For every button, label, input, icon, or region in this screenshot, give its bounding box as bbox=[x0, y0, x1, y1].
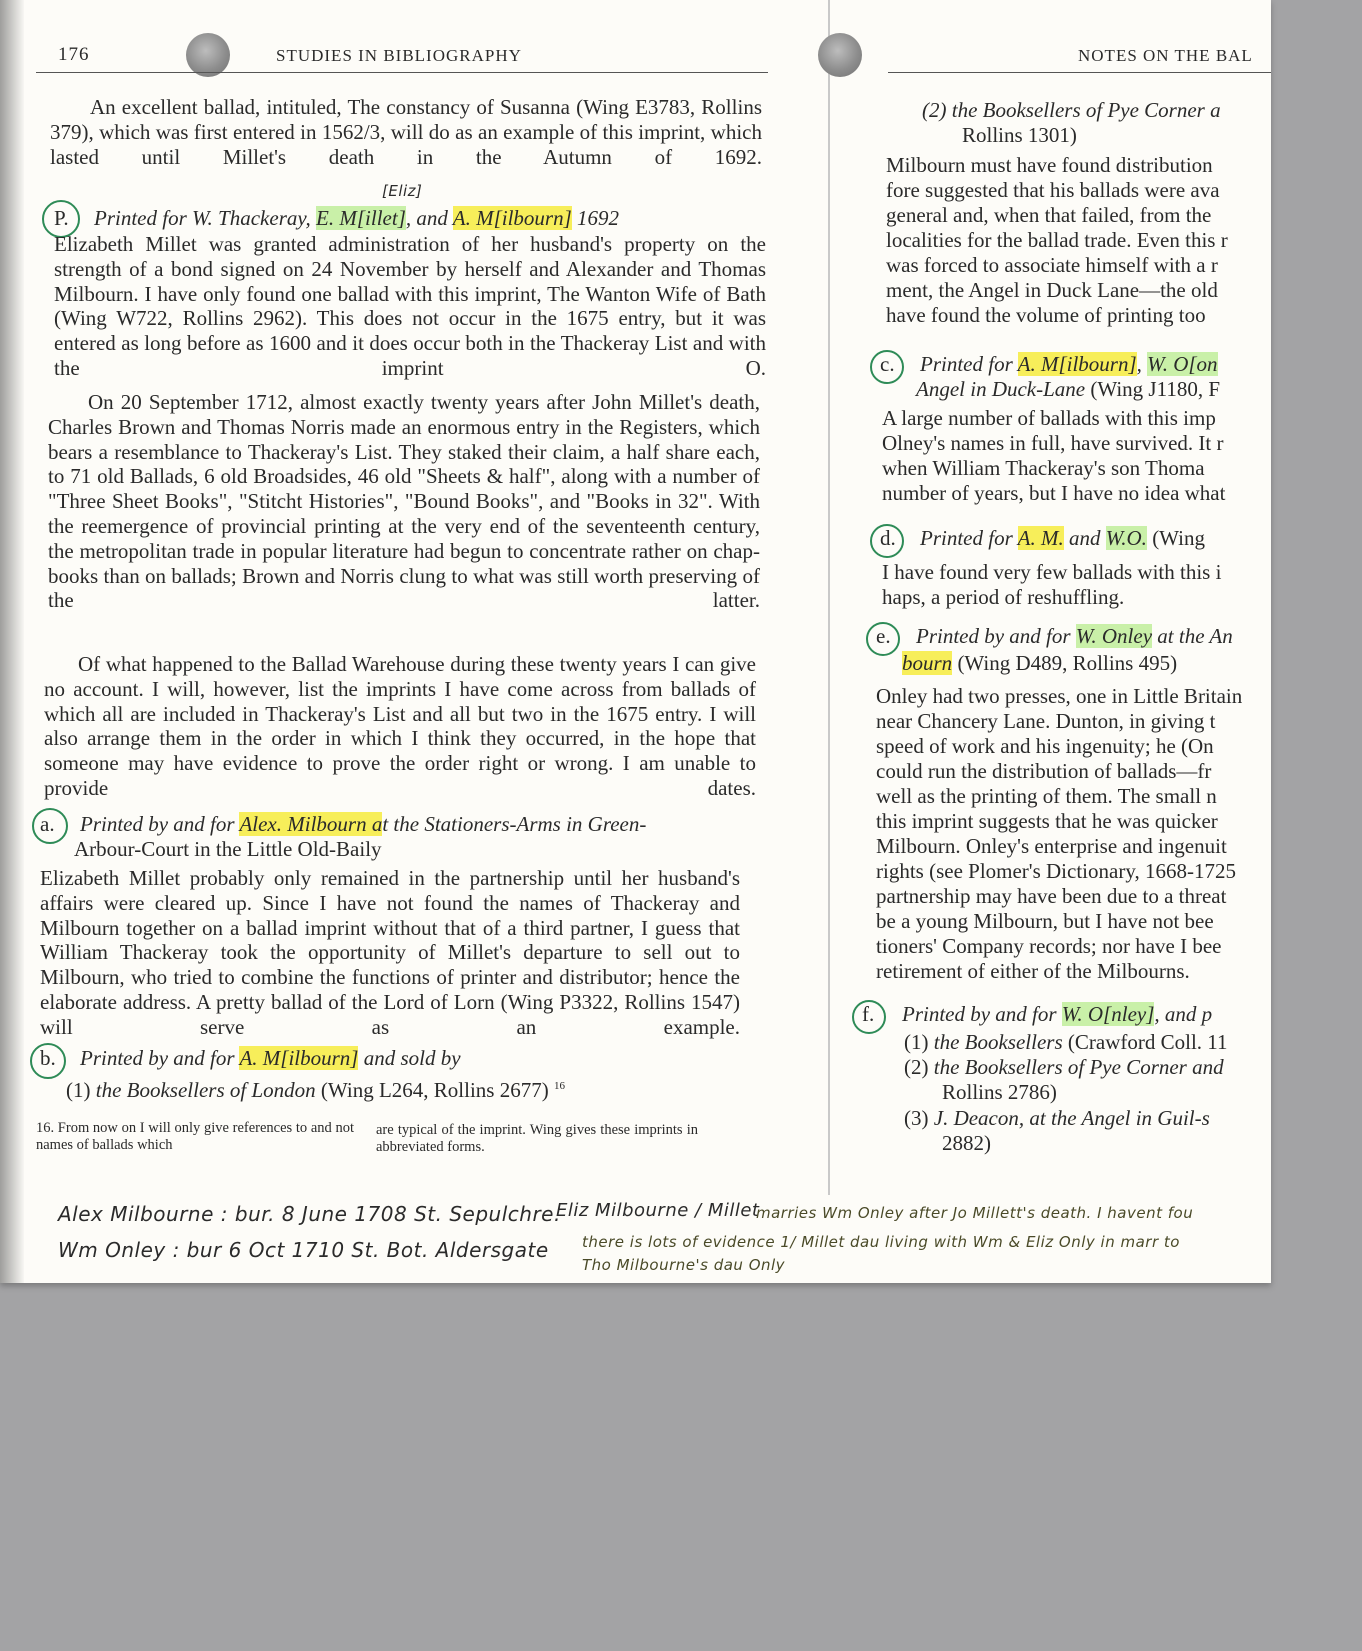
right-e-line-9: be a young Milbourn, but I have not bee bbox=[876, 909, 1214, 933]
running-head-left: STUDIES IN BIBLIOGRAPHY bbox=[276, 46, 522, 65]
highlight-yellow: A. M[ilbourn] bbox=[239, 1046, 359, 1070]
highlight-green: W. O[on bbox=[1147, 352, 1218, 376]
right-line-7: ment, the Angel in Duck Lane—the old bbox=[886, 278, 1218, 302]
entry-text: Angel in Duck-Lane bbox=[916, 377, 1086, 401]
imprint-entry-a-line2: Arbour-Court in the Little Old-Baily bbox=[74, 837, 382, 861]
right-c-line-2: when William Thackeray's son Thoma bbox=[882, 456, 1205, 480]
paragraph-entry-a: Elizabeth Millet probably only remained in the partnership until her husband's affairs were cleared up. Since I have not found the names of Thackeray and Milbourn together on a ballad imprint without that of a third partner, I guess that William Thackeray took the opportunity of Millet's departure to sell out to Milbourn, who tried to combine the functions of printer and distributor; hence the elaborate address. A pretty ballad of the Lord of Lorn (Wing P3322, Rollins 1547) will serve as an example. bbox=[40, 866, 740, 1039]
right-line-5: localities for the ballad trade. Even this r bbox=[886, 228, 1228, 252]
right-e-line-5: this imprint suggests that he was quicker bbox=[876, 809, 1218, 833]
highlight-green: W. Onley bbox=[1075, 624, 1153, 648]
entry-text: 1692 bbox=[571, 206, 620, 230]
right-line-1: Rollins 1301) bbox=[962, 123, 1077, 147]
entry-text: , bbox=[1136, 352, 1148, 376]
entry-text: at the An bbox=[1152, 624, 1233, 648]
imprint-entry-b bbox=[40, 1046, 461, 1071]
imprint-entry-p bbox=[54, 206, 619, 231]
right-d-line-0: I have found very few ballads with this i bbox=[882, 560, 1222, 584]
highlight-yellow: A. M[ilbourn] bbox=[452, 206, 572, 230]
page-gutter bbox=[828, 0, 830, 1195]
right-c-line-0: A large number of ballads with this imp bbox=[882, 406, 1216, 430]
right-e-line-7: rights (see Plomer's Dictionary, 1668-1725 bbox=[876, 859, 1236, 883]
footnote-16-part1: 16. From now on I will only give references to and not names of ballads which bbox=[36, 1120, 354, 1153]
entry-text: Printed by and for bbox=[916, 624, 1076, 648]
imprint-entry-b1 bbox=[66, 1074, 565, 1103]
handwritten-note-onley-burial: Wm Onley : bur 6 Oct 1710 St. Bot. Aldersgate bbox=[58, 1238, 549, 1262]
right-e-line-2: speed of work and his ingenuity; he (On bbox=[876, 734, 1214, 758]
entry-text: (Wing L264, Rollins 2677) bbox=[320, 1078, 549, 1102]
paragraph-1712: On 20 September 1712, almost exactly twenty years after John Millet's death, Charles Brown and Thomas Norris made an enormous entry in the Registers, which bears a resemblance to Thackeray's List. They staked their claim, a half share each, to 71 old Ballads, 6 old Broadsides, 46 old "Sheets & half", along with a number of "Three Sheet Books", "Stitcht Histories", "Bound Books", and "Books in 32". With the reemergence of provincial printing at the very end of the seventeenth century, the metropolitan trade in popular literature had begun to concentrate rather on chap-books than on ballads; Brown and Norris clung to what was still worth preserving of the latter. bbox=[48, 390, 760, 613]
entry-text: , and p bbox=[1154, 1002, 1213, 1026]
imprint-entry-f3-line2: 2882) bbox=[942, 1131, 991, 1155]
paragraph-susanna: An excellent ballad, intituled, The constancy of Susanna (Wing E3783, Rollins 379), which was first entered in 1562/3, will do as an example of this imprint, which lasted until Millet's death in the Autumn of 1692. bbox=[50, 95, 762, 169]
right-c-line-3: number of years, but I have no idea what bbox=[882, 481, 1226, 505]
right-e-line-3: could run the distribution of ballads—fr bbox=[876, 759, 1212, 783]
entry-text: (Wing J1180, F bbox=[1085, 377, 1221, 401]
right-e-line-4: well as the printing of them. The small n bbox=[876, 784, 1217, 808]
entry-label: a. bbox=[40, 812, 55, 836]
right-line-0: (2) the Booksellers of Pye Corner a bbox=[922, 98, 1221, 122]
imprint-entry-a bbox=[40, 812, 646, 837]
entry-text: the Booksellers of London bbox=[95, 1078, 316, 1102]
page-edge-shadow bbox=[0, 0, 24, 1283]
right-line-8: have found the volume of printing too bbox=[886, 303, 1206, 327]
list-number: (1) bbox=[904, 1030, 929, 1054]
right-line-3: fore suggested that his ballads were ava bbox=[886, 178, 1220, 202]
entry-text: Printed for W. Thackeray, bbox=[94, 206, 317, 230]
highlight-yellow: Alex. Milbourn a bbox=[239, 812, 383, 836]
right-e-line-8: partnership may have been due to a threat bbox=[876, 884, 1227, 908]
highlight-yellow: A. M[ilbourn] bbox=[1017, 352, 1137, 376]
entry-text: (Wing D489, Rollins 495) bbox=[952, 651, 1178, 675]
right-e-line-11: retirement of either of the Milbourns. bbox=[876, 959, 1190, 983]
imprint-entry-e-line2 bbox=[902, 651, 1177, 676]
paragraph-entry-p: Elizabeth Millet was granted administration of her husband's property on the strength of a bond signed on 24 November by herself and Alexander and Thomas Milbourn. I have only found one ballad with this imprint, The Wanton Wife of Bath (Wing W722, Rollins 2962). This does not occur in the 1675 entry, but it was entered as long before as 1600 and it does occur both in the Thackeray List and with the imprint O. bbox=[54, 232, 766, 380]
imprint-entry-e bbox=[876, 624, 1233, 649]
entry-label: e. bbox=[876, 624, 891, 648]
imprint-entry-f2-line2: Rollins 2786) bbox=[942, 1080, 1057, 1104]
right-e-line-6: Milbourn. Onley's enterprise and ingenuit bbox=[876, 834, 1227, 858]
handwritten-eliz: [Eliz] bbox=[382, 182, 423, 200]
footnote-ref: 16 bbox=[553, 1080, 565, 1092]
right-page-column bbox=[862, 40, 1271, 1170]
right-c-line-1: Olney's names in full, have survived. It r bbox=[882, 431, 1224, 455]
imprint-entry-c bbox=[880, 352, 1218, 377]
imprint-entry-f1 bbox=[904, 1030, 1228, 1055]
entry-text: (Crawford Coll. 11 bbox=[1062, 1030, 1228, 1054]
entry-text: t the Stationers-Arms in Green- bbox=[382, 812, 647, 836]
entry-text: (Wing bbox=[1146, 526, 1205, 550]
entry-text: J. Deacon, at the Angel in Guil-s bbox=[933, 1106, 1210, 1130]
imprint-entry-f bbox=[862, 1002, 1212, 1027]
entry-label: d. bbox=[880, 526, 896, 550]
highlight-green: E. M[illet] bbox=[316, 206, 406, 230]
entry-text: Printed by and for bbox=[80, 1046, 240, 1070]
highlight-green: W.O. bbox=[1105, 526, 1147, 550]
list-number: (3) bbox=[904, 1106, 929, 1130]
handwritten-note-milbourne-burial: Alex Milbourne : bur. 8 June 1708 St. Sepulchre. bbox=[58, 1202, 561, 1226]
handwritten-note-dau: Tho Milbourne's dau Only bbox=[582, 1256, 786, 1274]
page-number: 176 bbox=[58, 44, 90, 65]
entry-label: f. bbox=[862, 1002, 875, 1026]
right-line-2: Milbourn must have found distribution bbox=[886, 153, 1213, 177]
right-line-6: was forced to associate himself with a r bbox=[886, 253, 1218, 277]
paragraph-warehouse: Of what happened to the Ballad Warehouse during these twenty years I can give no account. I will, however, list the imprints I have come across from ballads of which all are included in Thackeray's List and all but two in the 1675 entry. I will also arrange them in the order in which I think they occurred, in the hope that someone may have evidence to prove the order right or wrong. I am unable to provide dates. bbox=[44, 652, 756, 800]
imprint-entry-c-line2 bbox=[916, 377, 1220, 402]
highlight-yellow: bourn bbox=[902, 651, 953, 675]
entry-text: the Booksellers of Pye Corner and bbox=[933, 1055, 1224, 1079]
imprint-entry-f3 bbox=[904, 1106, 1210, 1131]
right-e-line-10: tioners' Company records; nor have I bee bbox=[876, 934, 1222, 958]
entry-label: c. bbox=[880, 352, 895, 376]
handwritten-note-marries: marries Wm Onley after Jo Millett's death. I havent fou bbox=[756, 1204, 1194, 1222]
right-line-4: general and, when that failed, from the bbox=[886, 203, 1212, 227]
list-number: (1) bbox=[66, 1078, 91, 1102]
entry-text: and bbox=[1063, 526, 1106, 550]
entry-text: and sold by bbox=[358, 1046, 461, 1070]
entry-text: Printed by and for bbox=[80, 812, 240, 836]
entry-text: Printed for bbox=[920, 526, 1018, 550]
right-e-line-0: Onley had two presses, one in Little Britain bbox=[876, 684, 1243, 708]
imprint-entry-d bbox=[880, 526, 1205, 551]
entry-text: the Booksellers bbox=[933, 1030, 1063, 1054]
highlight-green: W. O[nley] bbox=[1061, 1002, 1155, 1026]
punch-hole-right bbox=[818, 33, 862, 77]
running-head-right: NOTES ON THE BAL bbox=[1078, 46, 1253, 65]
entry-text: Printed for bbox=[920, 352, 1018, 376]
entry-text: , and bbox=[405, 206, 453, 230]
entry-label: P. bbox=[54, 206, 69, 230]
entry-text: Printed by and for bbox=[902, 1002, 1062, 1026]
right-e-line-1: near Chancery Lane. Dunton, in giving t bbox=[876, 709, 1216, 733]
handwritten-note-eliz-name: Eliz Milbourne / Millet bbox=[556, 1200, 760, 1221]
list-number: (2) bbox=[904, 1055, 929, 1079]
handwritten-note-evidence: there is lots of evidence 1/ Millet dau living with Wm & Eliz Only in marr to bbox=[582, 1233, 1180, 1251]
highlight-yellow: A. M. bbox=[1017, 526, 1064, 550]
footnote-16-part2: are typical of the imprint. Wing gives these imprints in abbreviated forms. bbox=[376, 1122, 698, 1155]
right-d-line-1: haps, a period of reshuffling. bbox=[882, 585, 1125, 609]
imprint-entry-f2 bbox=[904, 1055, 1224, 1080]
entry-label: b. bbox=[40, 1046, 56, 1070]
left-page-column bbox=[36, 40, 766, 1170]
